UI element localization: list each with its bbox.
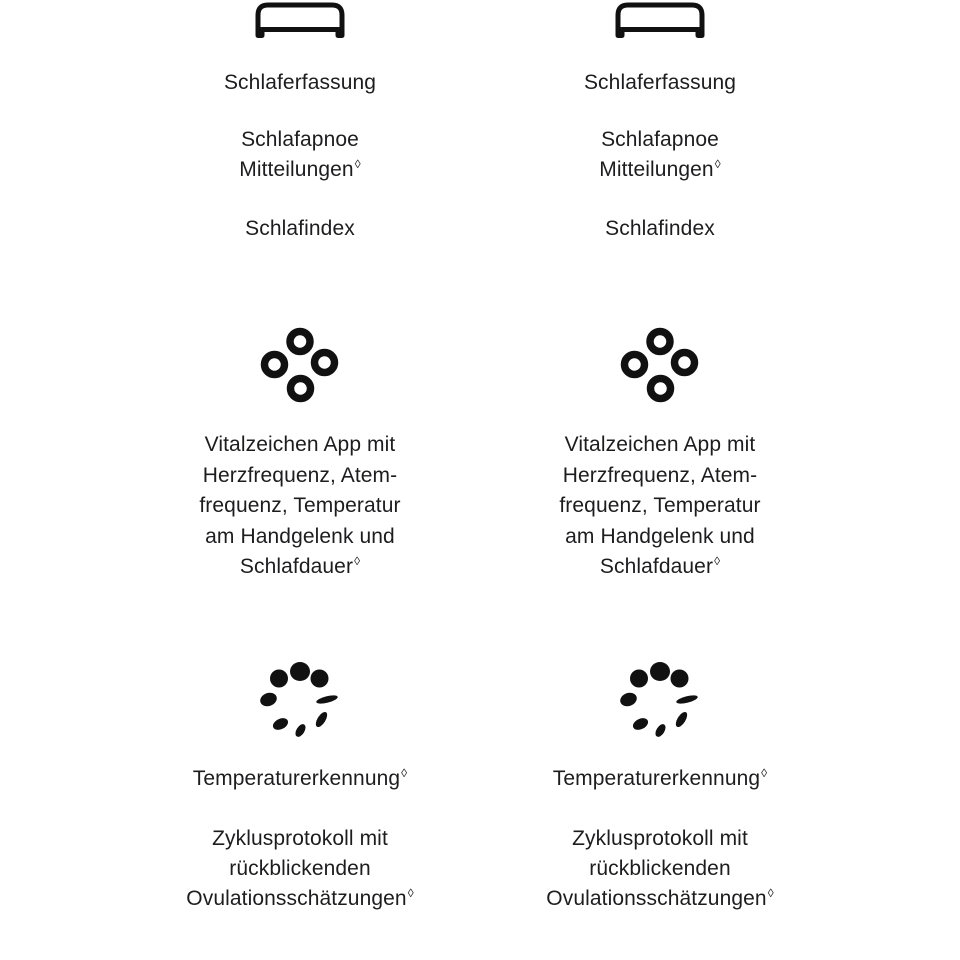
feature-label-line: am Handgelenk und bbox=[565, 524, 755, 548]
feature-schlaferfassung bbox=[584, 68, 736, 98]
feature-temperaturerkennung bbox=[193, 764, 407, 794]
feature-label-line: frequenz, Temperatur bbox=[559, 494, 761, 517]
footnote-diamond: ◊ bbox=[767, 885, 774, 900]
vitals-rings-icon bbox=[615, 322, 705, 412]
feature-label-line: rückblickenden bbox=[229, 856, 371, 880]
feature-label-line: Herzfrequenz, Atem- bbox=[202, 463, 398, 487]
feature-label-text: Schlafdauer bbox=[599, 555, 714, 578]
feature-label-line: Schlafindex bbox=[605, 217, 715, 240]
feature-zyklusprotokoll bbox=[186, 824, 413, 914]
feature-label-text: Mitteilungen bbox=[239, 158, 354, 181]
feature-label-line bbox=[199, 552, 400, 583]
feature-label-line: Vitalzeichen App mit bbox=[564, 433, 756, 456]
feature-schlafindex bbox=[605, 214, 715, 244]
feature-schlafapnoe-mitteilungen bbox=[599, 125, 720, 185]
feature-schlaferfassung bbox=[224, 68, 376, 98]
vitals-rings-icon bbox=[255, 322, 345, 412]
feature-label-line bbox=[553, 764, 767, 794]
feature-column-left bbox=[120, 2, 480, 914]
feature-label-line bbox=[599, 155, 720, 185]
feature-label-text: Temperaturerkennung bbox=[552, 766, 761, 790]
feature-label-line: Vitalzeichen App mit bbox=[204, 433, 396, 456]
feature-label-line: Schlafapnoe bbox=[241, 128, 359, 151]
footnote-diamond: ◊ bbox=[401, 765, 408, 780]
feature-label-line: Schlafapnoe bbox=[601, 128, 719, 151]
feature-label-text: Ovulationsschätzungen bbox=[186, 886, 407, 910]
feature-label-text: Schlafdauer bbox=[239, 555, 354, 578]
footnote-diamond: ◊ bbox=[714, 554, 721, 568]
feature-label-line bbox=[559, 552, 760, 583]
footnote-diamond: ◊ bbox=[354, 157, 361, 171]
feature-schlafindex bbox=[245, 214, 355, 244]
bed-icon bbox=[615, 2, 705, 38]
temperature-dots-icon bbox=[255, 653, 345, 743]
feature-label-line: Schlafindex bbox=[245, 217, 355, 240]
feature-zyklusprotokoll bbox=[546, 824, 773, 914]
feature-label-text: Ovulationsschätzungen bbox=[546, 886, 767, 910]
feature-vitalzeichen-app bbox=[559, 430, 760, 583]
feature-label-line: Herzfrequenz, Atem- bbox=[562, 463, 758, 487]
feature-label-line: am Handgelenk und bbox=[205, 524, 395, 548]
bed-icon bbox=[255, 2, 345, 38]
footnote-diamond: ◊ bbox=[714, 157, 721, 171]
feature-label-line: Zyklusprotokoll mit bbox=[212, 826, 388, 850]
feature-label-text: Mitteilungen bbox=[599, 158, 714, 181]
feature-label-line: Zyklusprotokoll mit bbox=[572, 826, 748, 850]
feature-label-line: Schlaferfassung bbox=[223, 71, 377, 94]
footnote-diamond: ◊ bbox=[354, 554, 361, 568]
feature-label-line: frequenz, Temperatur bbox=[199, 494, 401, 517]
feature-label-line bbox=[193, 764, 407, 794]
feature-vitalzeichen-app bbox=[199, 430, 400, 583]
footnote-diamond: ◊ bbox=[407, 885, 414, 900]
footnote-diamond: ◊ bbox=[761, 765, 768, 780]
feature-label-text: Temperaturerkennung bbox=[192, 766, 401, 790]
feature-temperaturerkennung bbox=[553, 764, 767, 794]
feature-schlafapnoe-mitteilungen bbox=[239, 125, 360, 185]
feature-label-line bbox=[546, 884, 773, 914]
feature-label-line: rückblickenden bbox=[589, 856, 731, 880]
feature-label-line bbox=[239, 155, 360, 185]
feature-label-line bbox=[186, 884, 413, 914]
feature-column-right bbox=[480, 2, 840, 914]
feature-label-line: Schlaferfassung bbox=[583, 71, 737, 94]
temperature-dots-icon bbox=[615, 653, 705, 743]
